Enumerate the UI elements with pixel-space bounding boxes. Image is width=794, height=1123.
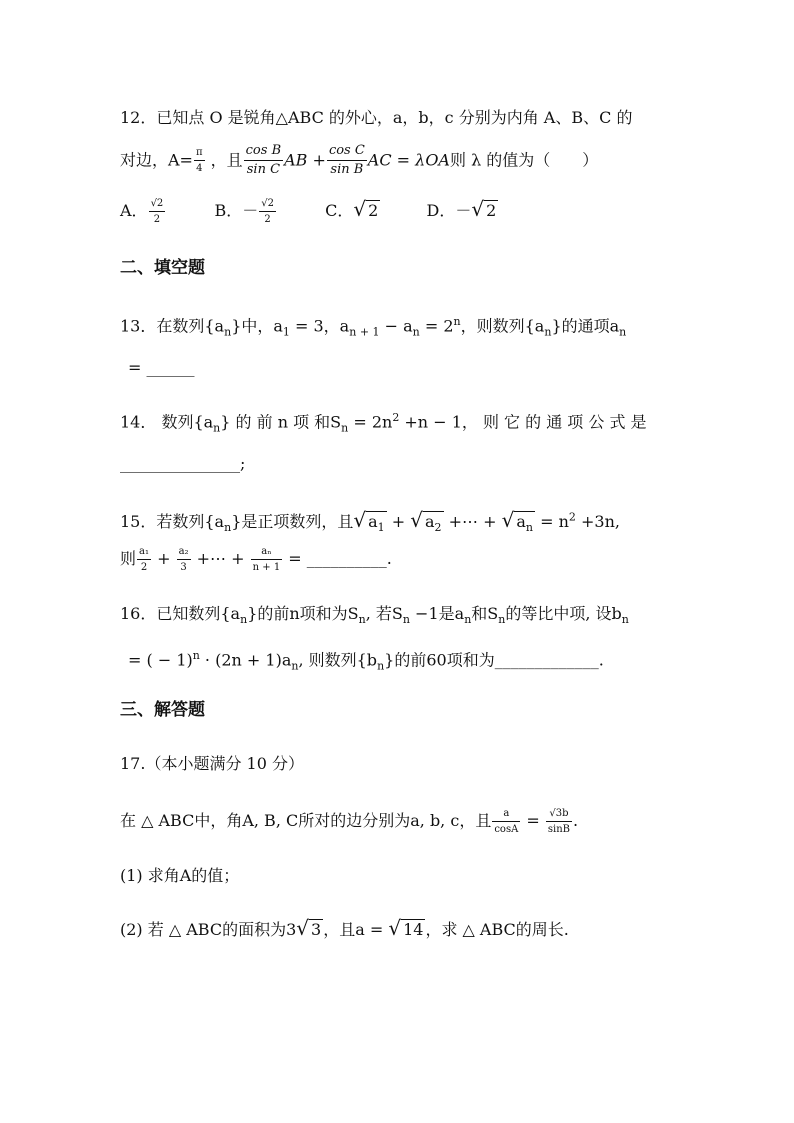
option-b-label: B．－: [214, 201, 259, 220]
q12-fraction-cosc: $\frac{\text{cos C}}{\text{sin B}}$: [328, 143, 365, 178]
q14-line1: 14． 数列$\{a_n\}$ 的 前 n 项 和$S_n = 2n^2 +n - 1$， 则 它 的 通 项 公 式 是: [120, 411, 647, 435]
q17-header: 17.（本小题满分 10 分）: [120, 754, 304, 773]
section-title-fill-in: 二、填空题: [120, 258, 205, 278]
q12-vector-ab: AB +: [284, 150, 326, 170]
q17-fraction-a: $\frac{a}{\cos A}$: [494, 808, 519, 835]
option-a-label: A．: [120, 201, 148, 220]
q15-fraction-n: $\frac{\text{aₙ}}{n + 1}$: [252, 546, 281, 573]
q12-vector-eq: AC = λOA: [367, 150, 450, 170]
q12-text: 则 λ 的值为（ ）: [449, 150, 599, 170]
sqrt-3: √ 3: [296, 916, 322, 940]
q15-line2: 则 $\frac{\text{a₁}}{2}$ + $\frac{\text{a₂}}{3}$ +⋯ + $\frac{\text{aₙ}}{n + 1}$ = __________.: [120, 546, 392, 573]
option-d-value: √ 2: [471, 197, 497, 221]
sqrt-a2: √ $a_2$: [410, 508, 442, 535]
option-d-label: D．－: [426, 201, 472, 220]
sqrt-14: √ 14: [388, 916, 424, 940]
q12-text: 对边，A=: [120, 150, 193, 170]
option-a-value: $\frac{√2}{2}$: [150, 198, 164, 225]
q14-answer-blank: _______________;: [120, 454, 246, 473]
q12-fraction-cosb: $\frac{\text{cos B}}{\text{sin C}}$: [245, 143, 282, 178]
option-b-value: $\frac{√2}{2}$: [261, 198, 274, 225]
q15-fraction-1: $\frac{\text{a₁}}{2}$: [139, 546, 149, 573]
q16-line1: 16．已知数列$\{a_n\}$的前n项和为$S_n$, 若$S_n -1$是$a_n$和$S_n$的等比中项, 设$b_n$: [120, 604, 629, 627]
q17-subquestion-1: (1) 求角A的值；: [120, 866, 240, 885]
option-c-value: √ 2: [353, 197, 379, 221]
q13-line1: 13．在数列$\{a_n\}$中，$a_1 = 3$，$a_{n + 1} - a_n = 2^n$，则数列$\{a_n\}$的通项$a_n$: [120, 315, 627, 339]
q17-fraction-b: $\frac{√3b}{\sin B}$: [547, 808, 571, 835]
q13-answer-blank: = ______: [128, 358, 195, 377]
q16-line2: = ( − $1)^n \cdot (2n + 1)a_n$, 则数列$\{b_n\}$的前60项和为_____________.: [128, 649, 604, 673]
sqrt-a1: √ $a_1$: [353, 508, 385, 535]
section-title-solutions: 三、解答题: [120, 700, 205, 720]
q17-statement: 在 △ ABC中，角A, B, C所对的边分别为a, b, c，且 $\frac{a}{\cos A}$ = $\frac{√3b}{\sin B}$ .: [120, 808, 579, 835]
q15-line1: 15．若数列$\{a_n\}$是正项数列，且√ $a_1$ + √ $a_2$ +⋯ + √ $a_n = n^2 +3n$,: [120, 508, 620, 535]
q17-subquestion-2: (2) 若 △ ABC的面积为3√ 3 ，且a = √ 14 ，求 △ ABC的周长.: [120, 916, 569, 940]
q12-line1: 12．已知点 O 是锐角△ABC 的外心，a，b，c 分别为内角 A、B、C 的: [120, 108, 633, 127]
sqrt-an: √ $a_n$: [501, 508, 534, 535]
q12-line2: [120, 144, 598, 178]
q12-angle-fraction: $\frac{\pi}{4}$: [195, 147, 203, 175]
q12-text: ，且: [210, 150, 243, 170]
q12-options: [120, 198, 498, 225]
option-c-label: C．: [325, 201, 354, 220]
q15-fraction-2: $\frac{\text{a₂}}{3}$: [178, 546, 189, 573]
